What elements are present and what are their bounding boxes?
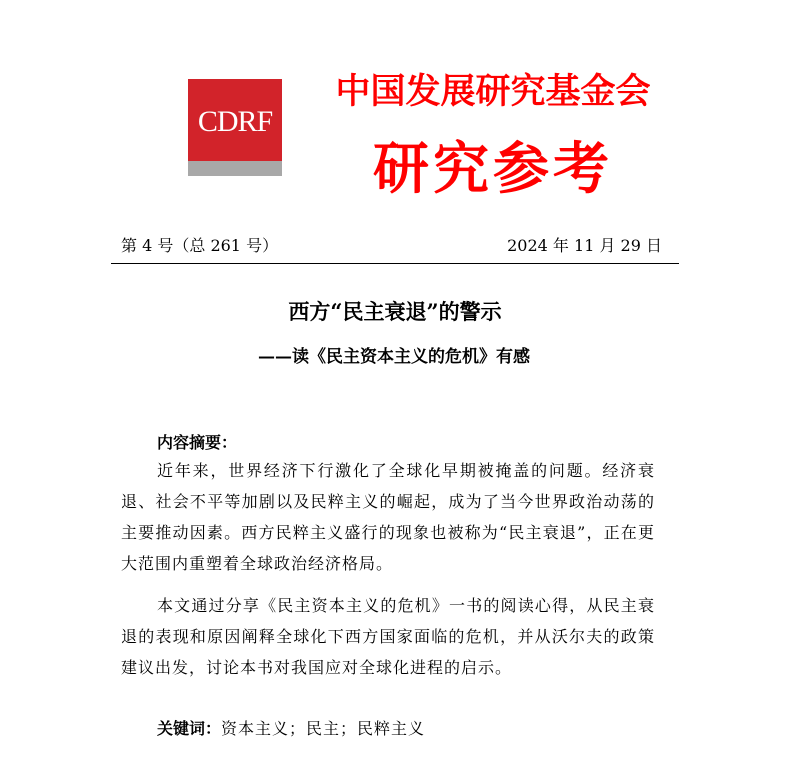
article-subtitle: ——读《民主资本主义的危机》有感 — [258, 347, 530, 367]
org-name: 中国发展研究基金会 — [335, 71, 651, 112]
issue-date: 2024 年 11 月 29 日 — [507, 236, 662, 255]
issue-number: 第 4 号（总 261 号） — [121, 236, 279, 255]
abstract-paragraph-1: 近年来，世界经济下行激化了全球化早期被掩盖的问题。经济衰退、社会不平等加剧以及民粹主义的崛起，成为了当今世界政治动荡的主要推动因素。西方民粹主义盛行的现象也被称为“民主衰退”，正在更大范围内重塑着全球政治经济格局。 — [121, 461, 655, 573]
cdrf-logo — [188, 79, 282, 176]
article-title: 西方“民主衰退”的警示 — [288, 299, 502, 324]
publication-title: 研究参考 — [373, 136, 613, 202]
keywords — [157, 716, 425, 739]
logo-gray-bar — [188, 161, 282, 176]
keywords-label: 关键词： — [157, 719, 222, 738]
abstract-label: 内容摘要： — [157, 433, 238, 452]
logo-text: CDRF — [197, 105, 273, 138]
abstract-paragraph-2: 本文通过分享《民主资本主义的危机》一书的阅读心得，从民主衰退的表现和原因阐释全球化下西方国家面临的危机，并从沃尔夫的政策建议出发，讨论本书对我国应对全球化进程的启示。 — [121, 596, 655, 677]
keywords-value: 资本主义；民主；民粹主义 — [221, 719, 426, 738]
logo-red-block — [188, 79, 282, 161]
header-divider — [111, 263, 679, 264]
